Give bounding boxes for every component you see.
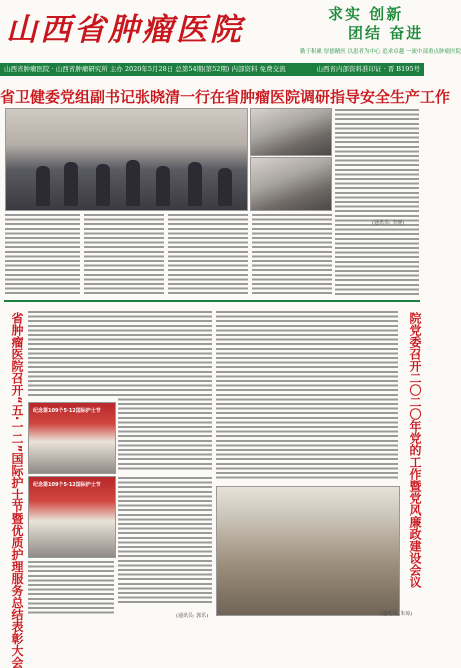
photo-figure [36, 166, 50, 206]
nurses-day-photo-1 [28, 402, 116, 474]
article-text-column [118, 310, 212, 470]
photo-figure [64, 162, 78, 206]
main-headline: 省卫健委党组副书记张晓清一行在省肿瘤医院调研指导安全生产工作 [0, 88, 451, 106]
masthead [0, 0, 461, 62]
article-text-column [28, 560, 114, 616]
photo-figure [96, 164, 110, 206]
slogan-line-1: 求实 创新 [328, 5, 404, 23]
article-byline: (通讯员: 朱琼) [380, 611, 413, 617]
party-meeting-photo [216, 486, 400, 616]
article-text-column [28, 310, 118, 398]
permit-info: 山西省内部资料准印证 · 晋 B195号 [316, 65, 420, 73]
photo-banner-text: 纪念第109个5·12国际护士节 [33, 408, 101, 414]
article-text-column [216, 310, 398, 480]
newspaper-title: 山西省肿瘤医院 [6, 12, 244, 48]
party-meeting-headline: 院党委召开二〇二〇年党的工作暨党风廉政建设会议 [408, 312, 422, 588]
article-text-column [335, 108, 419, 296]
article-byline: (通讯员: 李静) [372, 220, 405, 226]
section-divider [4, 300, 420, 302]
slogan-subline: 勤于积累 厚德精医 以患者为中心 追求卓越 一流中部重点肿瘤医院 [300, 49, 461, 55]
article-text-column [5, 213, 80, 295]
article-text-column [168, 213, 248, 295]
main-article-photo [5, 108, 248, 211]
photo-figure [218, 168, 232, 206]
photo-banner-text: 纪念第109个5·12国际护士节 [33, 482, 101, 488]
issue-banner [0, 63, 424, 76]
article-byline: (通讯员: 郭乐) [176, 613, 209, 619]
article-text-column [252, 213, 332, 295]
slogan-line-2: 团结 奋进 [348, 24, 424, 42]
nurses-day-photo-2 [28, 476, 116, 558]
article-photo-side-1 [250, 108, 332, 156]
article-text-column [84, 213, 164, 295]
photo-figure [156, 166, 170, 206]
photo-figure [126, 160, 140, 206]
photo-figure [188, 162, 202, 206]
nurses-day-headline: 省肿瘤医院召开“五·一二”国际护士节暨优质护理服务总结表彰大会 [10, 312, 24, 668]
article-text-column [118, 476, 212, 606]
issue-info: 山西省肿瘤医院 · 山西省肿瘤研究所 主办 2020年5月28日 总第54期(第52期) 内部资料 免费交流 [4, 65, 286, 73]
article-photo-side-2 [250, 157, 332, 211]
